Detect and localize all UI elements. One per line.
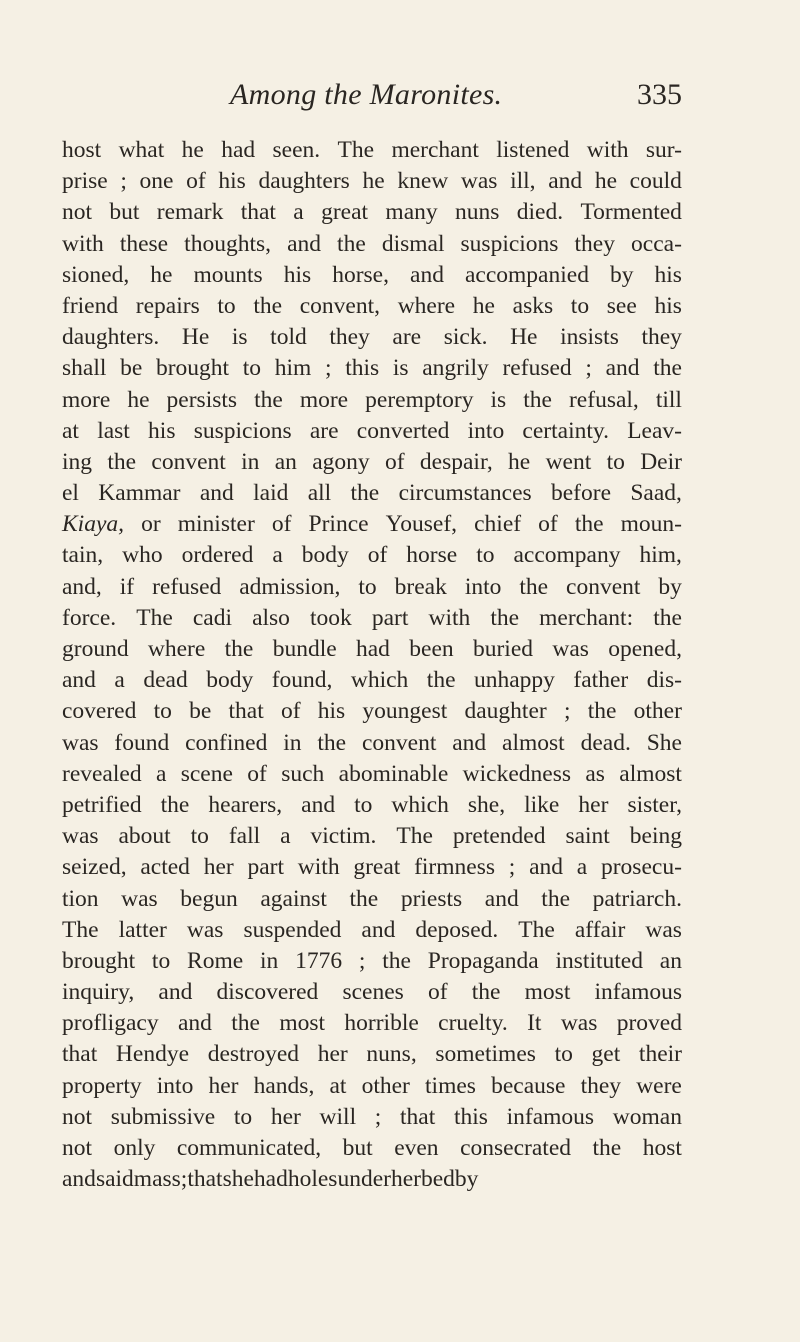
running-head bbox=[62, 78, 682, 118]
page-number: 335 bbox=[637, 78, 682, 111]
text-line: The latter was suspended and deposed. The affair was bbox=[62, 916, 682, 943]
text-line: brought to Rome in 1776 ; the Propaganda instituted an bbox=[62, 947, 682, 974]
text-line: with these thoughts, and the dismal suspicions they occa- bbox=[62, 230, 682, 257]
text-line: revealed a scene of such abominable wickedness as almost bbox=[62, 760, 682, 787]
text-line: el Kammar and laid all the circumstances before Saad, bbox=[62, 480, 682, 507]
text-line: host what he had seen. The merchant listened with sur- bbox=[62, 137, 682, 163]
text-line: covered to be that of his youngest daughter ; the other bbox=[62, 698, 682, 725]
text-line: force. The cadi also took part with the merchant: the bbox=[62, 604, 682, 631]
text-line: at last his suspicions are converted into certainty. Leav- bbox=[62, 417, 682, 444]
text-line: ing the convent in an agony of despair, he went to Deir bbox=[62, 448, 682, 475]
text-line: seized, acted her part with great firmness ; and a prosecu- bbox=[62, 854, 682, 881]
text-line: prise ; one of his daughters he knew was ill, and he could bbox=[62, 168, 682, 195]
text-line: tion was begun against the priests and the patriarch. bbox=[62, 885, 682, 912]
text-line: ground where the bundle had been buried was opened, bbox=[62, 636, 682, 662]
text-line: not only communicated, but even consecrated the host bbox=[62, 1135, 682, 1161]
text-line: not but remark that a great many nuns died. Tormented bbox=[62, 199, 682, 226]
text-line: Kiaya, or minister of Prince Yousef, chief of the moun- bbox=[62, 511, 682, 538]
body-text bbox=[62, 135, 682, 1195]
text-line: daughters. He is told they are sick. He insists they bbox=[62, 324, 682, 351]
text-line: shall be brought to him ; this is angrily refused ; and the bbox=[62, 355, 682, 382]
text-line: not submissive to her will ; that this infamous woman bbox=[62, 1103, 682, 1130]
text-line: more he persists the more peremptory is the refusal, till bbox=[62, 386, 682, 413]
text-line: petrified the hearers, and to which she, like her sister, bbox=[62, 791, 682, 818]
text-line: profligacy and the most horrible cruelty. It was proved bbox=[62, 1010, 682, 1037]
text-line: friend repairs to the convent, where he asks to see his bbox=[62, 292, 682, 319]
text-line: that Hendye destroyed her nuns, sometimes to get their bbox=[62, 1041, 682, 1068]
text-line: property into her hands, at other times because they were bbox=[62, 1072, 682, 1099]
text-line: and a dead body found, which the unhappy father dis- bbox=[62, 667, 682, 694]
text-line: and said mass ; that she had holes under her bed by bbox=[62, 1166, 479, 1193]
text-line: was found confined in the convent and almost dead. She bbox=[62, 729, 682, 756]
text-line: was about to fall a victim. The pretended saint being bbox=[62, 823, 682, 850]
text-line: inquiry, and discovered scenes of the most infamous bbox=[62, 979, 682, 1006]
running-title: Among the Maronites. bbox=[230, 78, 503, 111]
text-line: sioned, he mounts his horse, and accompanied by his bbox=[62, 261, 682, 288]
text-line: tain, who ordered a body of horse to accompany him, bbox=[62, 542, 682, 569]
text-line: and, if refused admission, to break into the convent by bbox=[62, 573, 682, 600]
